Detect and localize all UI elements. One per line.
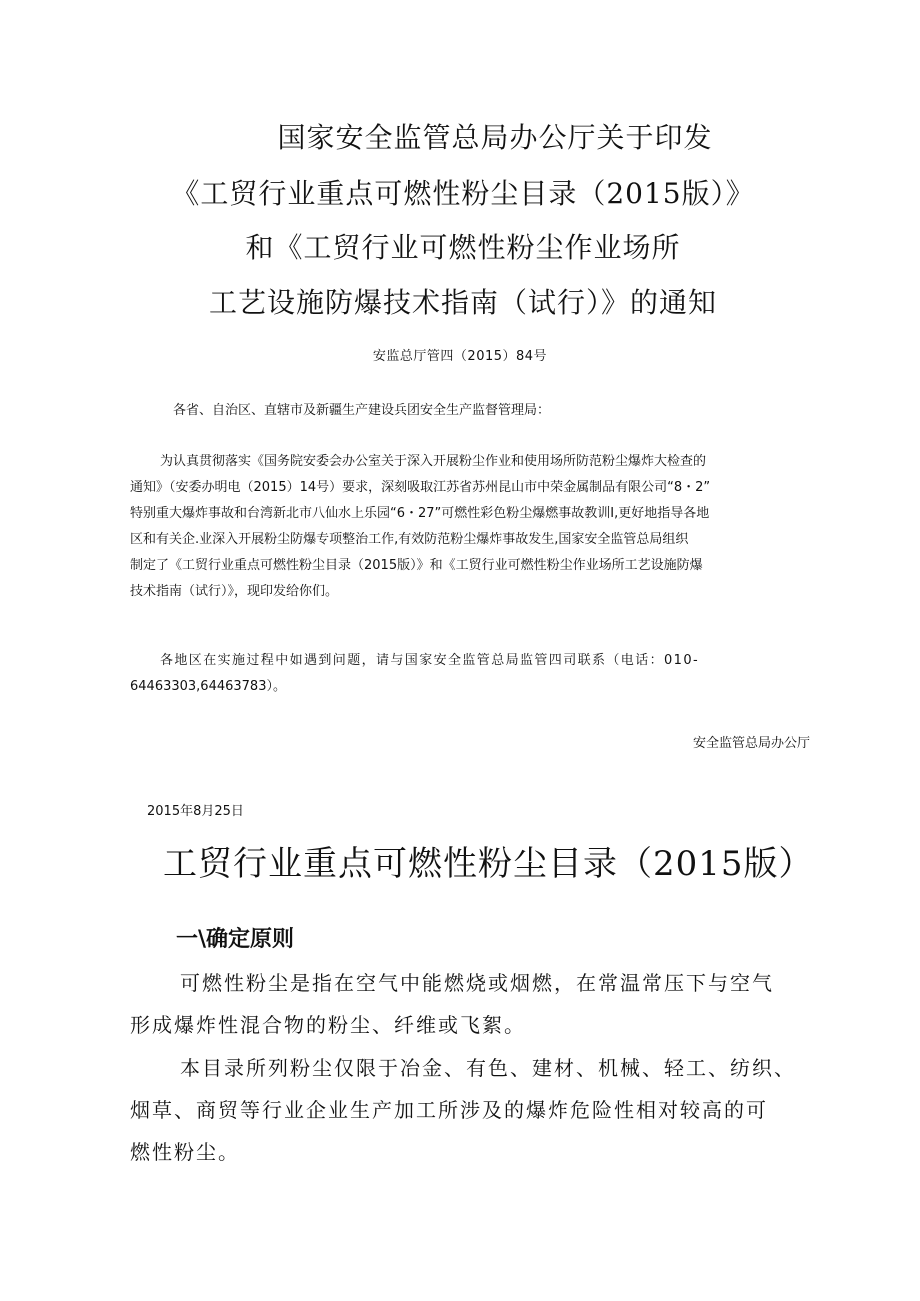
paragraph-line: 燃性粉尘。 bbox=[130, 1140, 240, 1164]
paragraph-line: 烟草、商贸等行业企业生产加工所涉及的爆炸危险性相对较高的可 bbox=[130, 1098, 768, 1122]
issue-date: 2015年8月25日 bbox=[147, 804, 244, 819]
catalog-paragraph-2 bbox=[130, 1047, 822, 1173]
paragraph-line: 可燃性粉尘是指在空气中能燃烧或烟燃，在常温常压下与空气 bbox=[180, 971, 774, 995]
paragraph-line: 特别重大爆炸事故和台湾新北市八仙水上乐园“6・27”可燃性彩色粉尘爆燃事故教训I,更好地指导各地 bbox=[130, 506, 710, 521]
catalog-paragraph-1 bbox=[130, 962, 822, 1046]
addressee: 各省、自治区、直辖市及新疆生产建设兵团安全生产监督管理局： bbox=[173, 403, 551, 418]
paragraph-line: 通知》（安委办明电（2015）14号）要求，深刻吸取江苏省苏州昆山市中荣金属制品有限公司“8・2” bbox=[130, 480, 711, 495]
notice-title-line-1: 国家安全监管总局办公厅关于印发 bbox=[277, 121, 713, 154]
paragraph-line: 为认真贯彻落实《国务院安委会办公室关于深入开展粉尘作业和使用场所防范粉尘爆炸大检查的 bbox=[160, 454, 707, 469]
catalog-title: 工贸行业重点可燃性粉尘目录（2015版） bbox=[163, 844, 814, 884]
signer: 安全监管总局办公厅 bbox=[692, 736, 810, 751]
document-number: 安监总厅管四（2015）84号 bbox=[372, 349, 548, 364]
paragraph-line: 各地区在实施过程中如遇到问题，请与国家安全监管总局监管四司联系（电话：010- bbox=[160, 653, 700, 668]
paragraph-line: 本目录所列粉尘仅限于冶金、有色、建材、机械、轻工、纺织、 bbox=[180, 1056, 796, 1080]
notice-title-line-4: 工艺设施防爆技术指南（试行）》的通知 bbox=[208, 286, 717, 319]
section-heading: 一\确定原则 bbox=[176, 927, 295, 952]
notice-title-line-3: 和《工贸行业可燃性粉尘作业场所 bbox=[245, 231, 681, 264]
notice-title-line-2: 《工贸行业重点可燃性粉尘目录（2015版）》 bbox=[171, 177, 755, 210]
paragraph-line: 技术指南（试行）》，现印发给你们。 bbox=[130, 584, 339, 599]
paragraph-line: 形成爆炸性混合物的粉尘、纤维或飞絮。 bbox=[130, 1013, 526, 1037]
paragraph-line: 区和有关企.业深入开展粉尘防爆专项整治工作,有效防范粉尘爆炸事故发生,国家安全监管总局组织 bbox=[130, 532, 689, 547]
notice-paragraph-1 bbox=[130, 449, 812, 605]
paragraph-line: 制定了《工贸行业重点可燃性粉尘目录（2015版）》和《工贸行业可燃性粉尘作业场所工艺设施防爆 bbox=[130, 558, 703, 573]
notice-paragraph-2 bbox=[130, 648, 812, 700]
paragraph-line: 64463303,64463783）。 bbox=[130, 679, 286, 694]
